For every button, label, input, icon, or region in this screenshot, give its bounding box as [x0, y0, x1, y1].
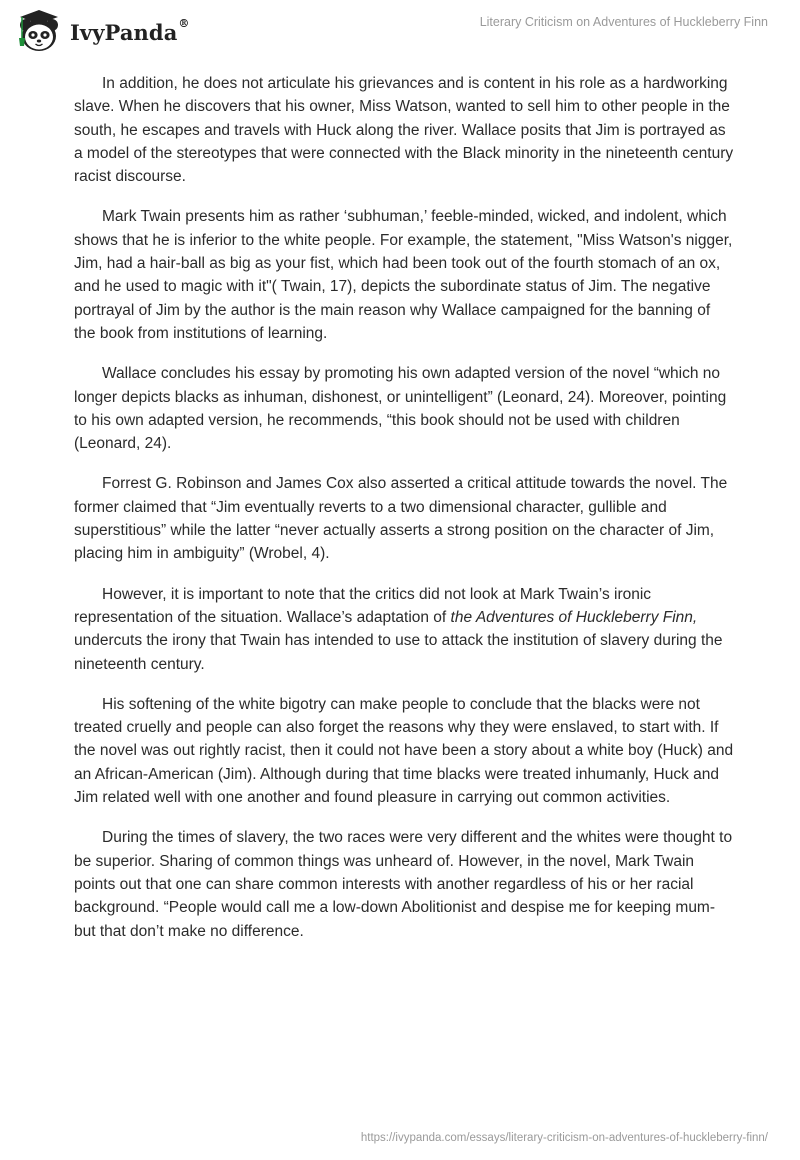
page-header	[0, 0, 800, 60]
brand-name	[70, 16, 190, 45]
paragraph-6: His softening of the white bigotry can make people to conclude that the blacks were not treated cruelly and people can also forget the reasons why they were enslaved, to start with. If the novel was out rightly racist, then it could not have been a story about a white boy (Huck) and an African-American (Jim). Although during that time blacks were treated inhumanly, Huck and Jim related well with one another and found pleasure in carrying out common activities.	[74, 695, 734, 807]
brand-logo[interactable]	[14, 8, 190, 54]
paragraph-5	[74, 583, 734, 676]
panda-graduation-cap-icon	[14, 8, 64, 54]
paragraph-1: In addition, he does not articulate his grievances and is content in his role as a hardworking slave. When he discovers that his owner, Miss Watson, wanted to sell him to other people in the south, he escapes and travels with Huck along the river. Wallace posits that Jim is portrayed as a model of the stereotypes that were connected with the Black minority in the nineteenth century racist discourse.	[74, 75, 734, 186]
paragraph-5-text-end: undercuts the irony that Twain has intended to use to attack the institution of slavery during the nineteenth century.	[74, 632, 723, 673]
source-url[interactable]: https://ivypanda.com/essays/literary-criticism-on-adventures-of-huckleberry-finn/	[360, 1132, 768, 1144]
paragraph-2: Mark Twain presents him as rather ‘subhuman,’ feeble-minded, wicked, and indolent, which shows that he is inferior to the white people. For example, the statement, "Miss Watson's nigger, Jim, had a hair-ball as big as your fist, which had been took out of the fourth stomach of an ox, and he used to magic with it"( Twain, 17), depicts the subordinate status of Jim. The negative portrayal of Jim by the author is the main reason why Wallace campaigned for the banning of the book from institutions of learning.	[74, 208, 733, 342]
brand-name-text: IvyPanda	[70, 19, 178, 45]
paragraph-7: During the times of slavery, the two races were very different and the whites were thought to be superior. Sharing of common things was unheard of. However, in the novel, Mark Twain points out that one can share common interests with another regardless of his or her racial background. “People would call me a low-down Abolitionist and despise me for keeping mum-but that don’t make no difference.	[74, 829, 733, 940]
book-title-italic: the Adventures of Huckleberry Finn,	[450, 608, 698, 626]
paragraph-5-text-start: However, it is important to note that the critics did not look at Mark Twain’s ironic representation of the situation. Wallace’s adaptation of	[74, 585, 652, 626]
paragraph-4: Forrest G. Robinson and James Cox also asserted a critical attitude towards the novel. The former claimed that “Jim eventually reverts to a two dimensional character, gullible and superstitious” while the latter “never actually asserts a strong position on the character of Jim, placing him in ambiguity” (Wrobel, 4).	[74, 475, 728, 563]
paragraph-3: Wallace concludes his essay by promoting his own adapted version of the novel “which no longer depicts blacks as inhuman, dishonest, or unintelligent” (Leonard, 24). Moreover, pointing to his own adapted version, he recommends, “this book should not be used with children (Leonard, 24).	[74, 365, 727, 453]
document-title: Literary Criticism on Adventures of Huckleberry Finn	[479, 15, 768, 29]
registered-mark: ®	[178, 16, 190, 30]
essay-body	[74, 72, 734, 960]
